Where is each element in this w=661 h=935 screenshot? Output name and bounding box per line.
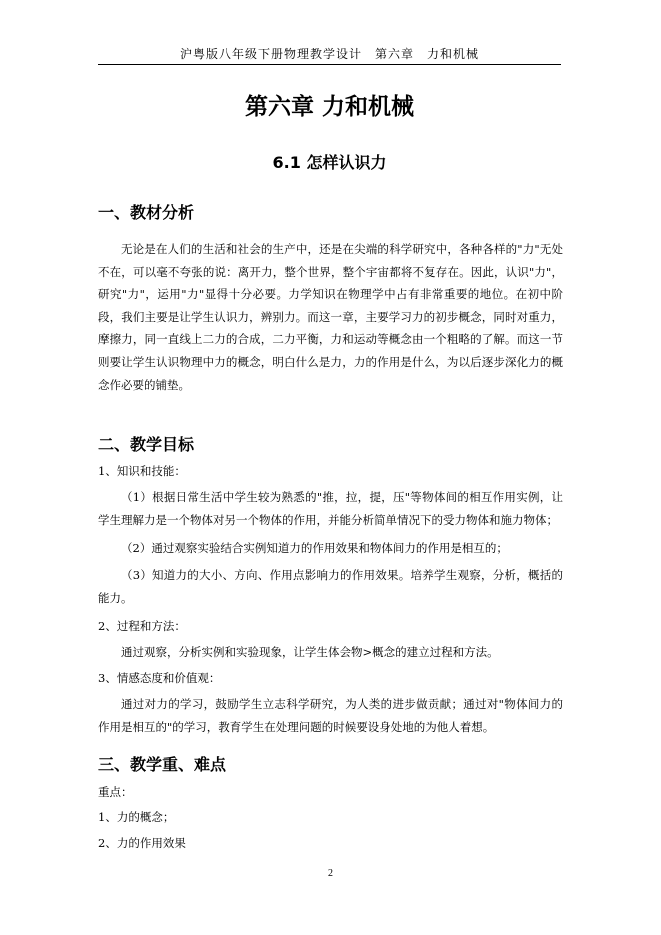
heading-textbook-analysis: 一、教材分析 — [98, 203, 195, 222]
heading-teaching-goals: 二、教学目标 — [98, 435, 195, 454]
goal-1-text-3: （3）知道力的大小、方向、作用点影响力的作用效果。培养学生观察，分析，概括的能力。 — [98, 568, 563, 605]
page-number: 2 — [328, 868, 333, 879]
header-rule — [98, 64, 561, 65]
heading-key-difficult-points: 三、教学重、难点 — [98, 755, 227, 774]
key-point-2: 2、力的作用效果 — [98, 836, 186, 850]
goal-1-para-2 — [98, 537, 563, 560]
goal-1-label: 1、知识和技能： — [98, 464, 186, 478]
goal-1-para-1 — [98, 486, 563, 531]
analysis-paragraph — [98, 238, 563, 396]
goal-3-label: 3、情感态度和价值观： — [98, 671, 221, 685]
key-point-1: 1、力的概念； — [98, 810, 175, 824]
goal-1-text-2: （2）通过观察实验结合实例知道力的作用效果和物体间力的作用是相互的； — [121, 541, 508, 555]
running-header: 沪粤版八年级下册物理教学设计 第六章 力和机械 — [179, 47, 479, 61]
goal-1-para-3 — [98, 564, 563, 609]
section-title: 6.1 怎样认识力 — [272, 153, 387, 172]
analysis-text: 无论是在人们的生活和社会的生产中，还是在尖端的科学研究中，各种各样的"力"无处不在，可以毫不夸张的说：离开力，整个世界，整个宇宙都将不复存在。因此，认识"力"，研究"力"，运用"力"显得十分必要。力学知识在物理学中占有非常重要的地位。在初中阶段，我们主要是让学生认识力，辨别力。而这一章，主要学习力的初步概念，同时对重力，摩擦力，同一直线上二力的合成，二力平衡，力和运动等概念由一个粗略的了解。而这一节则要让学生认识物理中力的概念，明白什么是力，力的作用是什么，为以后逐步深化力的概念作必要的铺垫。 — [98, 242, 563, 392]
goal-1-text-1: （1）根据日常生活中学生较为熟悉的"推，拉，提，压"等物体间的相互作用实例，让学生理解力是一个物体对另一个物体的作用，并能分析简单情况下的受力物体和施力物体； — [98, 490, 563, 527]
key-points-label: 重点： — [98, 785, 133, 799]
goal-2-para — [98, 641, 563, 664]
chapter-title: 第六章 力和机械 — [244, 94, 414, 120]
goal-2-text: 通过观察，分析实例和实验现象，让学生体会物>概念的建立过程和方法。 — [121, 645, 499, 659]
goal-3-para — [98, 693, 563, 738]
goal-3-text: 通过对力的学习，鼓励学生立志科学研究，为人类的进步做贡献；通过对"物体间力的作用是相互的"的学习，教育学生在处理问题的时候要设身处地的为他人着想。 — [98, 697, 563, 734]
goal-2-label: 2、过程和方法： — [98, 619, 186, 633]
